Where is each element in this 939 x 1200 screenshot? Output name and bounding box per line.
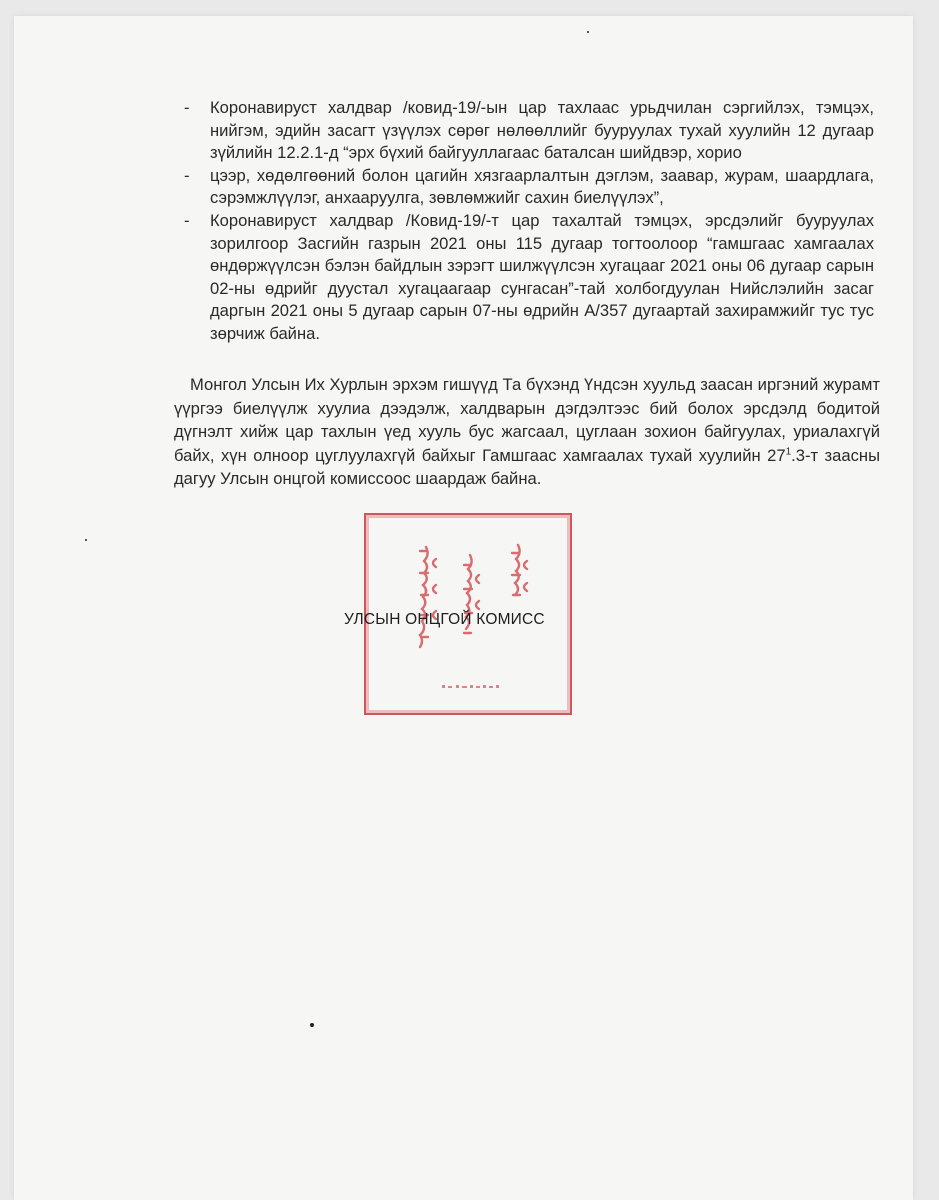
bullet-dash: - bbox=[184, 165, 190, 185]
bullet-text: цээр, хөдөлгөөний болон цагийн хязгаарлалтын дэглэм, заавар, журам, шаардлага, сэрэмжлүүлэг, анхааруулга, зөвлөмжийг сахин биелүүлэх”, bbox=[210, 165, 874, 208]
scan-speck bbox=[310, 1023, 314, 1027]
bullet-dash: - bbox=[184, 98, 190, 117]
bullet-dash: - bbox=[184, 210, 190, 230]
closing-paragraph bbox=[174, 373, 880, 491]
scan-speck bbox=[587, 31, 589, 33]
bullet-item bbox=[174, 210, 874, 346]
paragraph-text-end: .3-т заасны дагуу Улсын онцгой комиссоос шаардаж байна. bbox=[174, 445, 881, 489]
bullet-item bbox=[174, 165, 874, 210]
scan-speck bbox=[85, 539, 87, 541]
paragraph-text: Монгол Улсын Их Хурлын эрхэм гишүүд Та бүхэнд Үндсэн хуульд заасан иргэний журамт үүргээ биелүүлж хуулиа дээдэлж, халдварын дэгдэлтээс бий болох эрсдэлд бодитой дүгнэлт хийж цар тахлын үед хууль бус жагсаал, цуглаан зохион байгуулах, уриалахгүй байх, хүн олноор цуглуулахгүй байхыг Гамшгаас хамгаалах тухай хуулийн 27 bbox=[174, 375, 880, 465]
bullet-list bbox=[174, 97, 874, 346]
bullet-item bbox=[174, 97, 874, 165]
bullet-text: Коронавируст халдвар /Ковид-19/-т цар тахалтай тэмцэх, эрсдэлийг бууруулах зорилгоор Засгийн газрын 2021 оны 115 дугаар тогтоолоор “гамшгаас хамгаалах өндөржүүлсэн бэлэн байдлын зэрэгт шилжүүлсэн хугацааг 2021 оны 06 дугаар сарын 02-ны өдрийг дуустал хугацаагаар сунгасан”-тай холбогдуулан Нийслэлийн засаг даргын 2021 оны 5 дугаар сарын 07-ны өдрийн А/357 дугаартай захирамжийг тус тус зөрчиж байна. bbox=[210, 210, 874, 343]
bullet-text: Коронавируст халдвар /ковид-19/-ын цар тахлаас урьдчилан сэргийлэх, тэмцэх, нийгэм, эдийн засагт үзүүлэх сөрөг нөлөөллийг бууруулах тухай хуулийн 12 дугаар зүйлийн 12.2.1-д “эрх бүхий байгууллагаас баталсан шийдвэр, хорио bbox=[210, 98, 874, 163]
article-superscript: 1 bbox=[785, 446, 792, 458]
signature-org-name: УЛСЫН ОНЦГОЙ КОМИСС bbox=[344, 611, 545, 628]
